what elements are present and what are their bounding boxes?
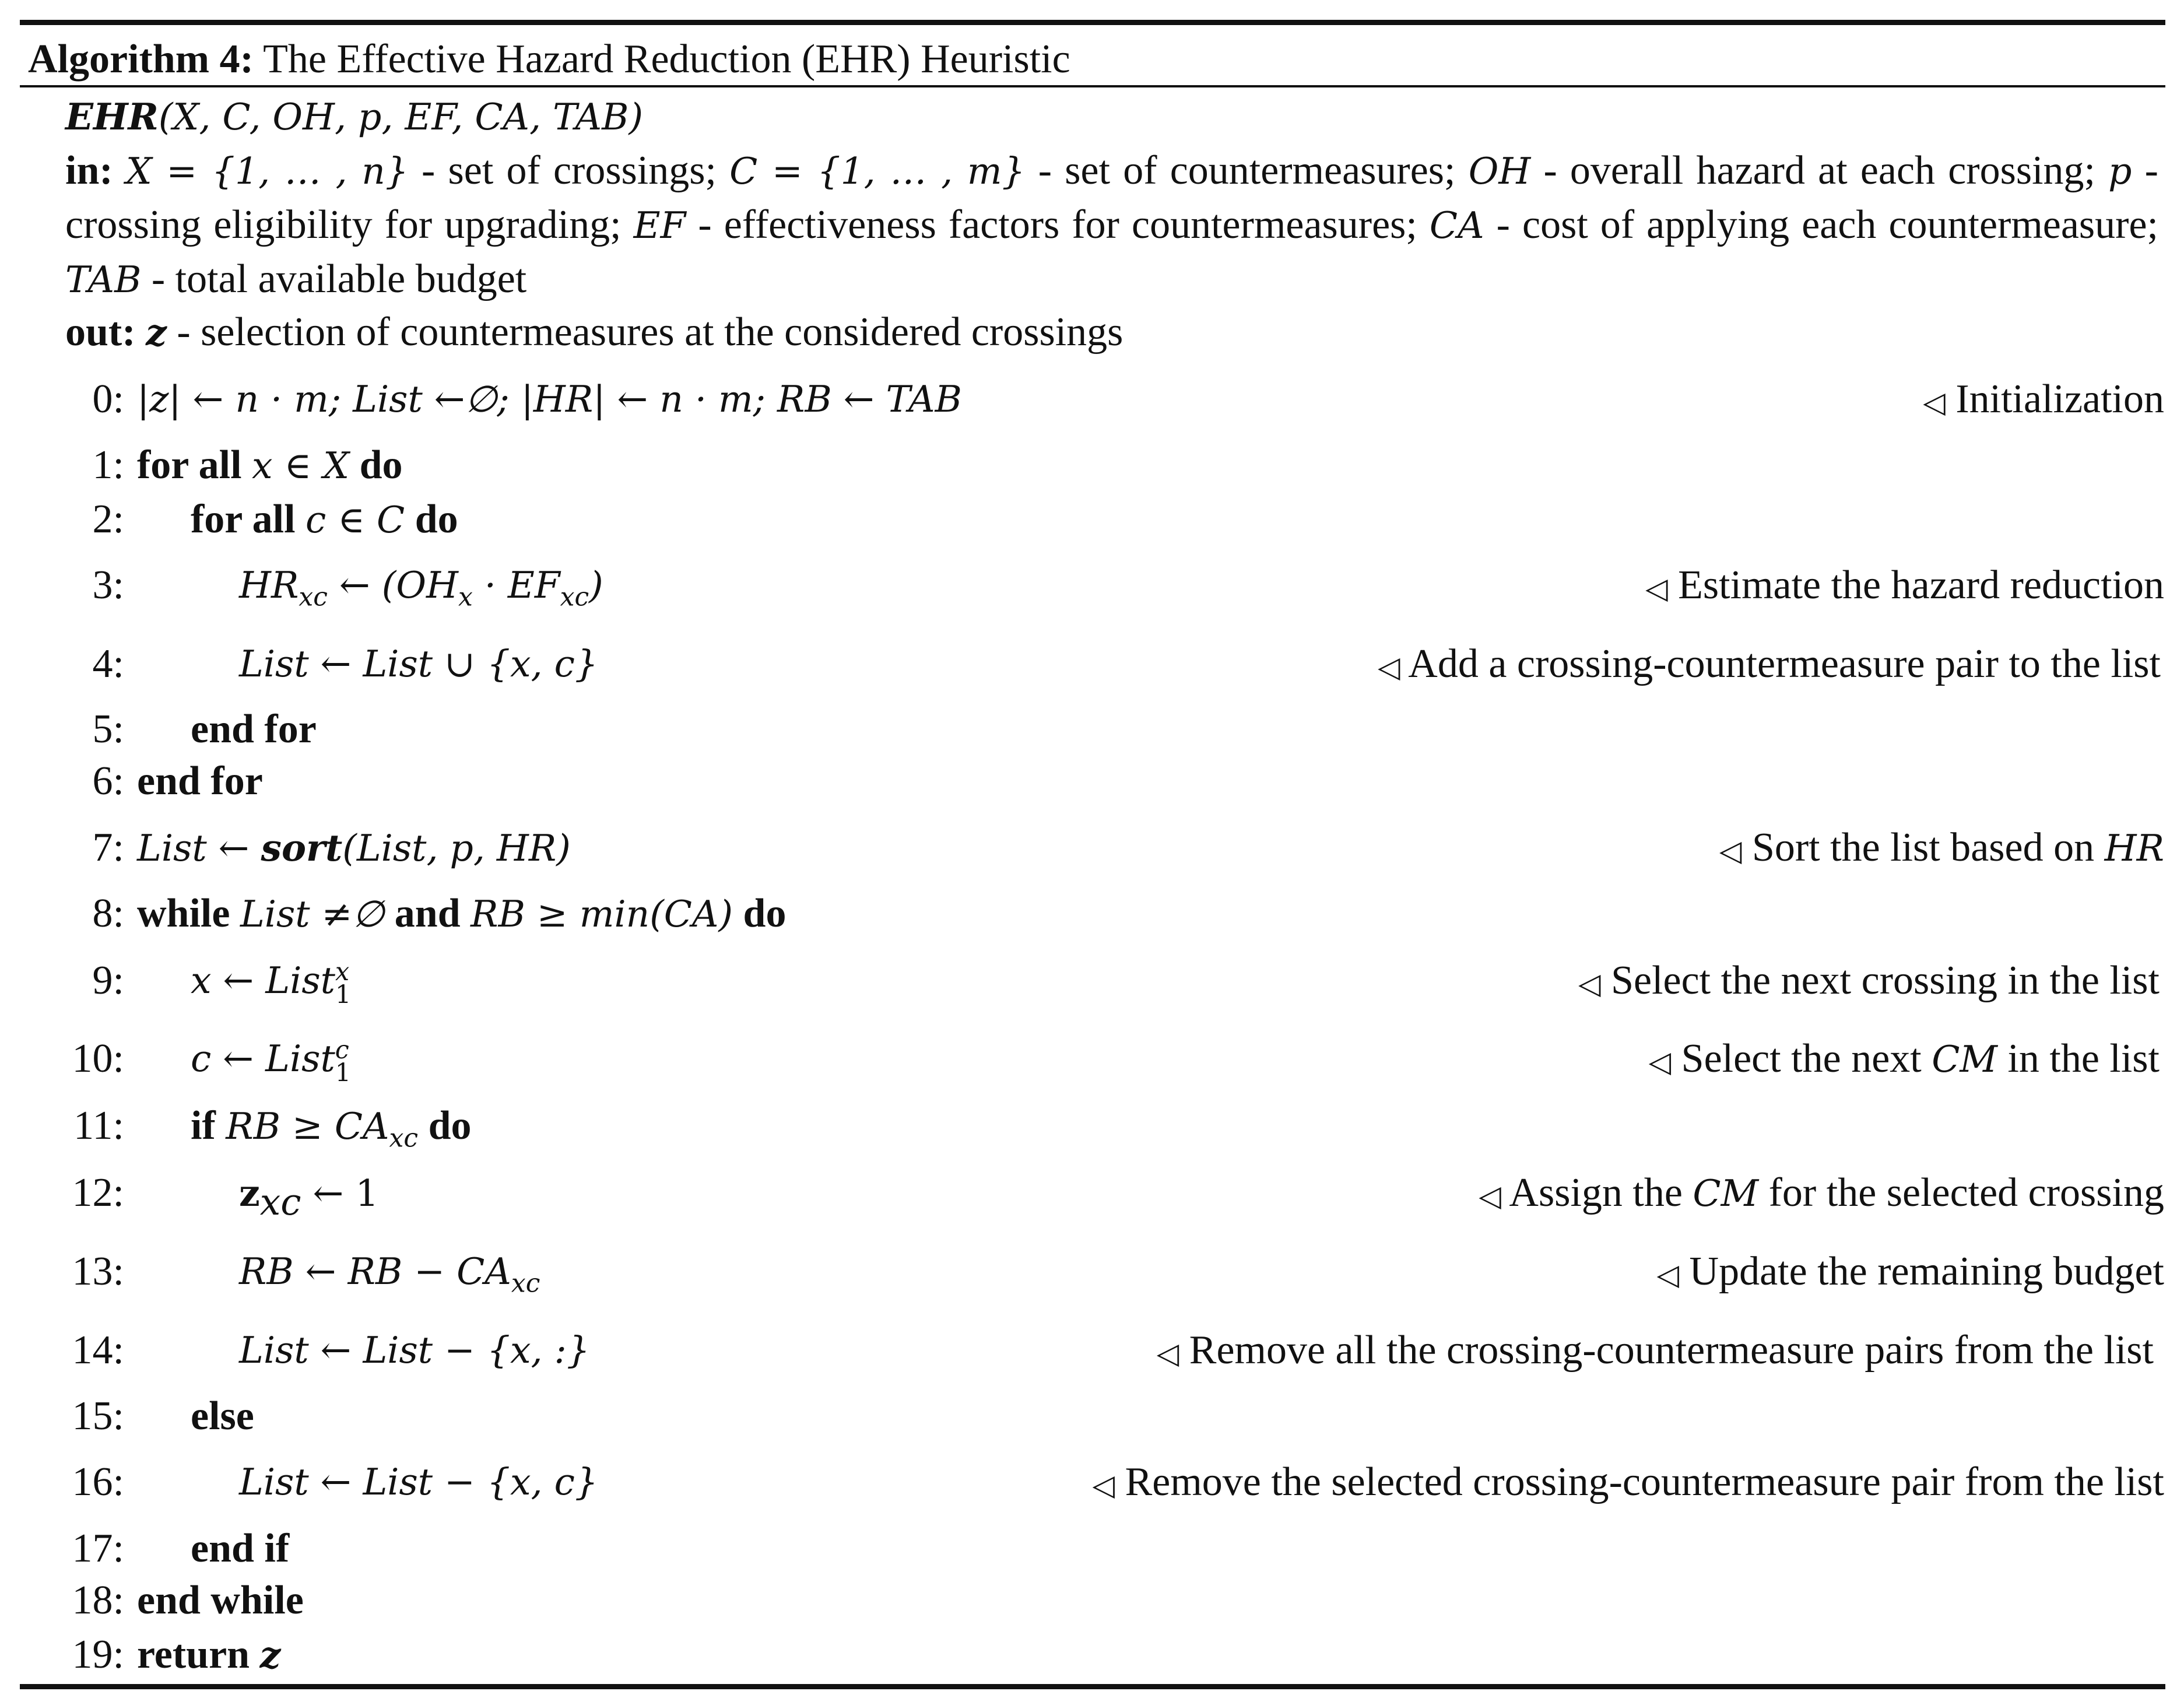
algorithm-line-13: 13: RB ← RB − $CA_{xc}$ ◁ Update the remaining budget (72, 1249, 2164, 1299)
algorithm-line-12: 12: $z_{xc}$ ← 1 ◁ Assign the CM for the selected crossing (72, 1170, 2164, 1223)
algorithm-line-7: 7: List ← sort(List, p, HR) ◁ Sort the list based on HR (92, 825, 2164, 870)
algorithm-line-3: 3: $HR_{xc}$ ← $(OH_x \cdot EF_{xc})$ ◁ Estimate the hazard reduction (92, 563, 2164, 612)
triangle-left-icon: ◁ (1479, 1179, 1501, 1213)
outputs-block: out: z - selection of countermeasures at the considered crossings (65, 310, 1123, 355)
triangle-left-icon: ◁ (1156, 1336, 1179, 1370)
inputs-block: in: X = {1, … , n} - set of crossings; C = {1, … , m} - set of countermeasures; OH - overall hazard at each crossing; p - crossing eligibility for upgrading; EF - effectiveness factors for countermeasures; CA - cost of applying each countermeasure; TAB - total available budget (65, 148, 2158, 301)
algorithm-line-6: 6: end for (92, 759, 263, 804)
function-signature: EHR(X, C, OH, p, EF, CA, TAB) (65, 95, 644, 138)
algorithm-line-10: 10: c ← List c 1 ◁ Select the next CM in the list (72, 1035, 2160, 1087)
algorithm-line-16: 16: List ← List − {x, c} ◁ Remove the selected crossing-countermeasure pair from the list (72, 1460, 2164, 1504)
algorithm-line-18: 18: end while (72, 1578, 304, 1623)
algorithm-line-0: 0: |z| ← n · m; List ←∅; |HR| ← n · m; RB ← TAB ◁ Initialization (92, 377, 2164, 422)
triangle-left-icon: ◁ (1656, 1258, 1680, 1292)
triangle-left-icon: ◁ (1648, 1045, 1672, 1079)
algorithm-line-14: 14: List ← List − {x, :} ◁ Remove all the crossing-countermeasure pairs from the list (72, 1328, 2154, 1373)
algorithm-line-17: 17: end if (72, 1526, 290, 1571)
bottom-rule (20, 1684, 2165, 1689)
top-rule (20, 20, 2165, 25)
header-rule (20, 85, 2165, 87)
triangle-left-icon: ◁ (1923, 385, 1946, 419)
algorithm-line-11: 11: if RB ≥ $CA_{xc}$ do (73, 1103, 472, 1153)
triangle-left-icon: ◁ (1378, 650, 1400, 684)
algorithm-line-19: 19: return z (72, 1632, 281, 1677)
algorithm-line-8: 8: while List ≠∅ and RB ≥ min(CA) do (92, 891, 786, 936)
algorithm-title: Algorithm 4: The Effective Hazard Reduction (EHR) Heuristic (28, 37, 1070, 82)
triangle-left-icon: ◁ (1578, 967, 1601, 1001)
algorithm-line-1: 1: for all x ∈ X do (92, 443, 403, 487)
algorithm-line-5: 5: end for (92, 707, 317, 752)
triangle-left-icon: ◁ (1645, 571, 1668, 605)
triangle-left-icon: ◁ (1719, 834, 1742, 868)
algorithm-line-15: 15: else (72, 1394, 254, 1439)
triangle-left-icon: ◁ (1092, 1468, 1115, 1502)
algorithm-line-2: 2: for all c ∈ C do (92, 497, 458, 542)
algorithm-line-9: 9: x ← List x 1 ◁ Select the next crossing in the list (92, 957, 2160, 1009)
algorithm-line-4: 4: List ← List ∪ {x, c} ◁ Add a crossing-countermeasure pair to the list (92, 641, 2161, 686)
